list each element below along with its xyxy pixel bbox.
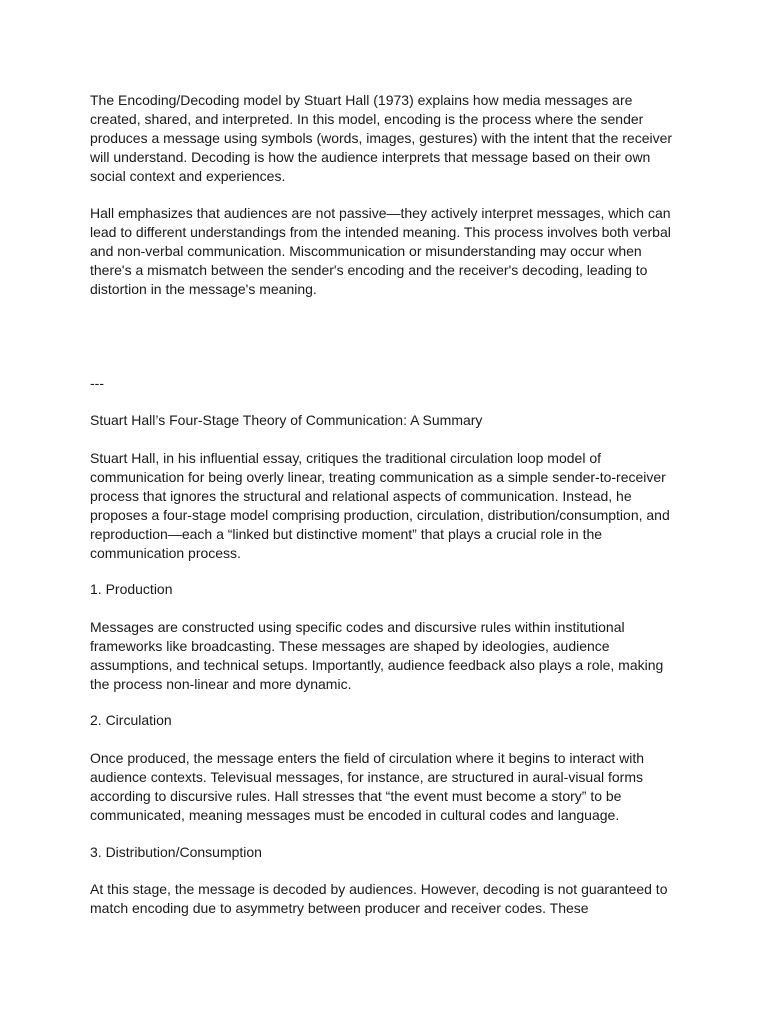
summary-title: Stuart Hall’s Four-Stage Theory of Communication: A Summary [90,412,483,428]
stage-heading-distribution-consumption: 3. Distribution/Consumption [90,844,262,860]
summary-paragraph: Stuart Hall, in his influential essay, critiques the traditional circulation loop model of communication for being overly linear, treating communication as a simple sender-to-receiver process that ignores the structural and relational aspects of communication. Instead, he proposes a four-stage model comprising production, circulation, distribution/consumption, and reproduction—each a “linked but distinctive moment” that plays a crucial role in the communication process. [90,450,670,561]
intro-paragraph-1: The Encoding/Decoding model by Stuart Hall (1973) explains how media messages are created, shared, and interpreted. In this model, encoding is the process where the sender produces a message using symbols (words, images, gestures) with the intent that the receiver will understand. Decoding is how the audience interprets that message based on their own social context and experiences. [90,92,673,184]
stage-heading-circulation: 2. Circulation [90,712,172,728]
intro-paragraph-2: Hall emphasizes that audiences are not passive—they actively interpret messages, which can lead to different understandings from the intended meaning. This process involves both verbal and non-verbal communication. Miscommunication or misunderstanding may occur when there's a mismatch between the sender's encoding and the receiver's decoding, leading to distortion in the message's meaning. [90,205,671,297]
stage-heading-production: 1. Production [90,581,173,597]
stage-text-production: Messages are constructed using specific codes and discursive rules within institutional frameworks like broadcasting. These messages are shaped by ideologies, audience assumptions, and technical setups. Importantly, audience feedback also plays a role, making the process non-linear and more dynamic. [90,619,664,692]
stage-text-circulation: Once produced, the message enters the field of circulation where it begins to interact with audience contexts. Televisual messages, for instance, are structured in aural-visual forms according to discursive rules. Hall stresses that “the event must become a story” to be communicated, meaning messages must be encoded in cultural codes and language. [90,750,645,823]
stage-text-distribution-consumption: At this stage, the message is decoded by audiences. However, decoding is not guaranteed to match encoding due to asymmetry between producer and receiver codes. These [90,881,668,916]
section-separator: --- [90,375,104,391]
